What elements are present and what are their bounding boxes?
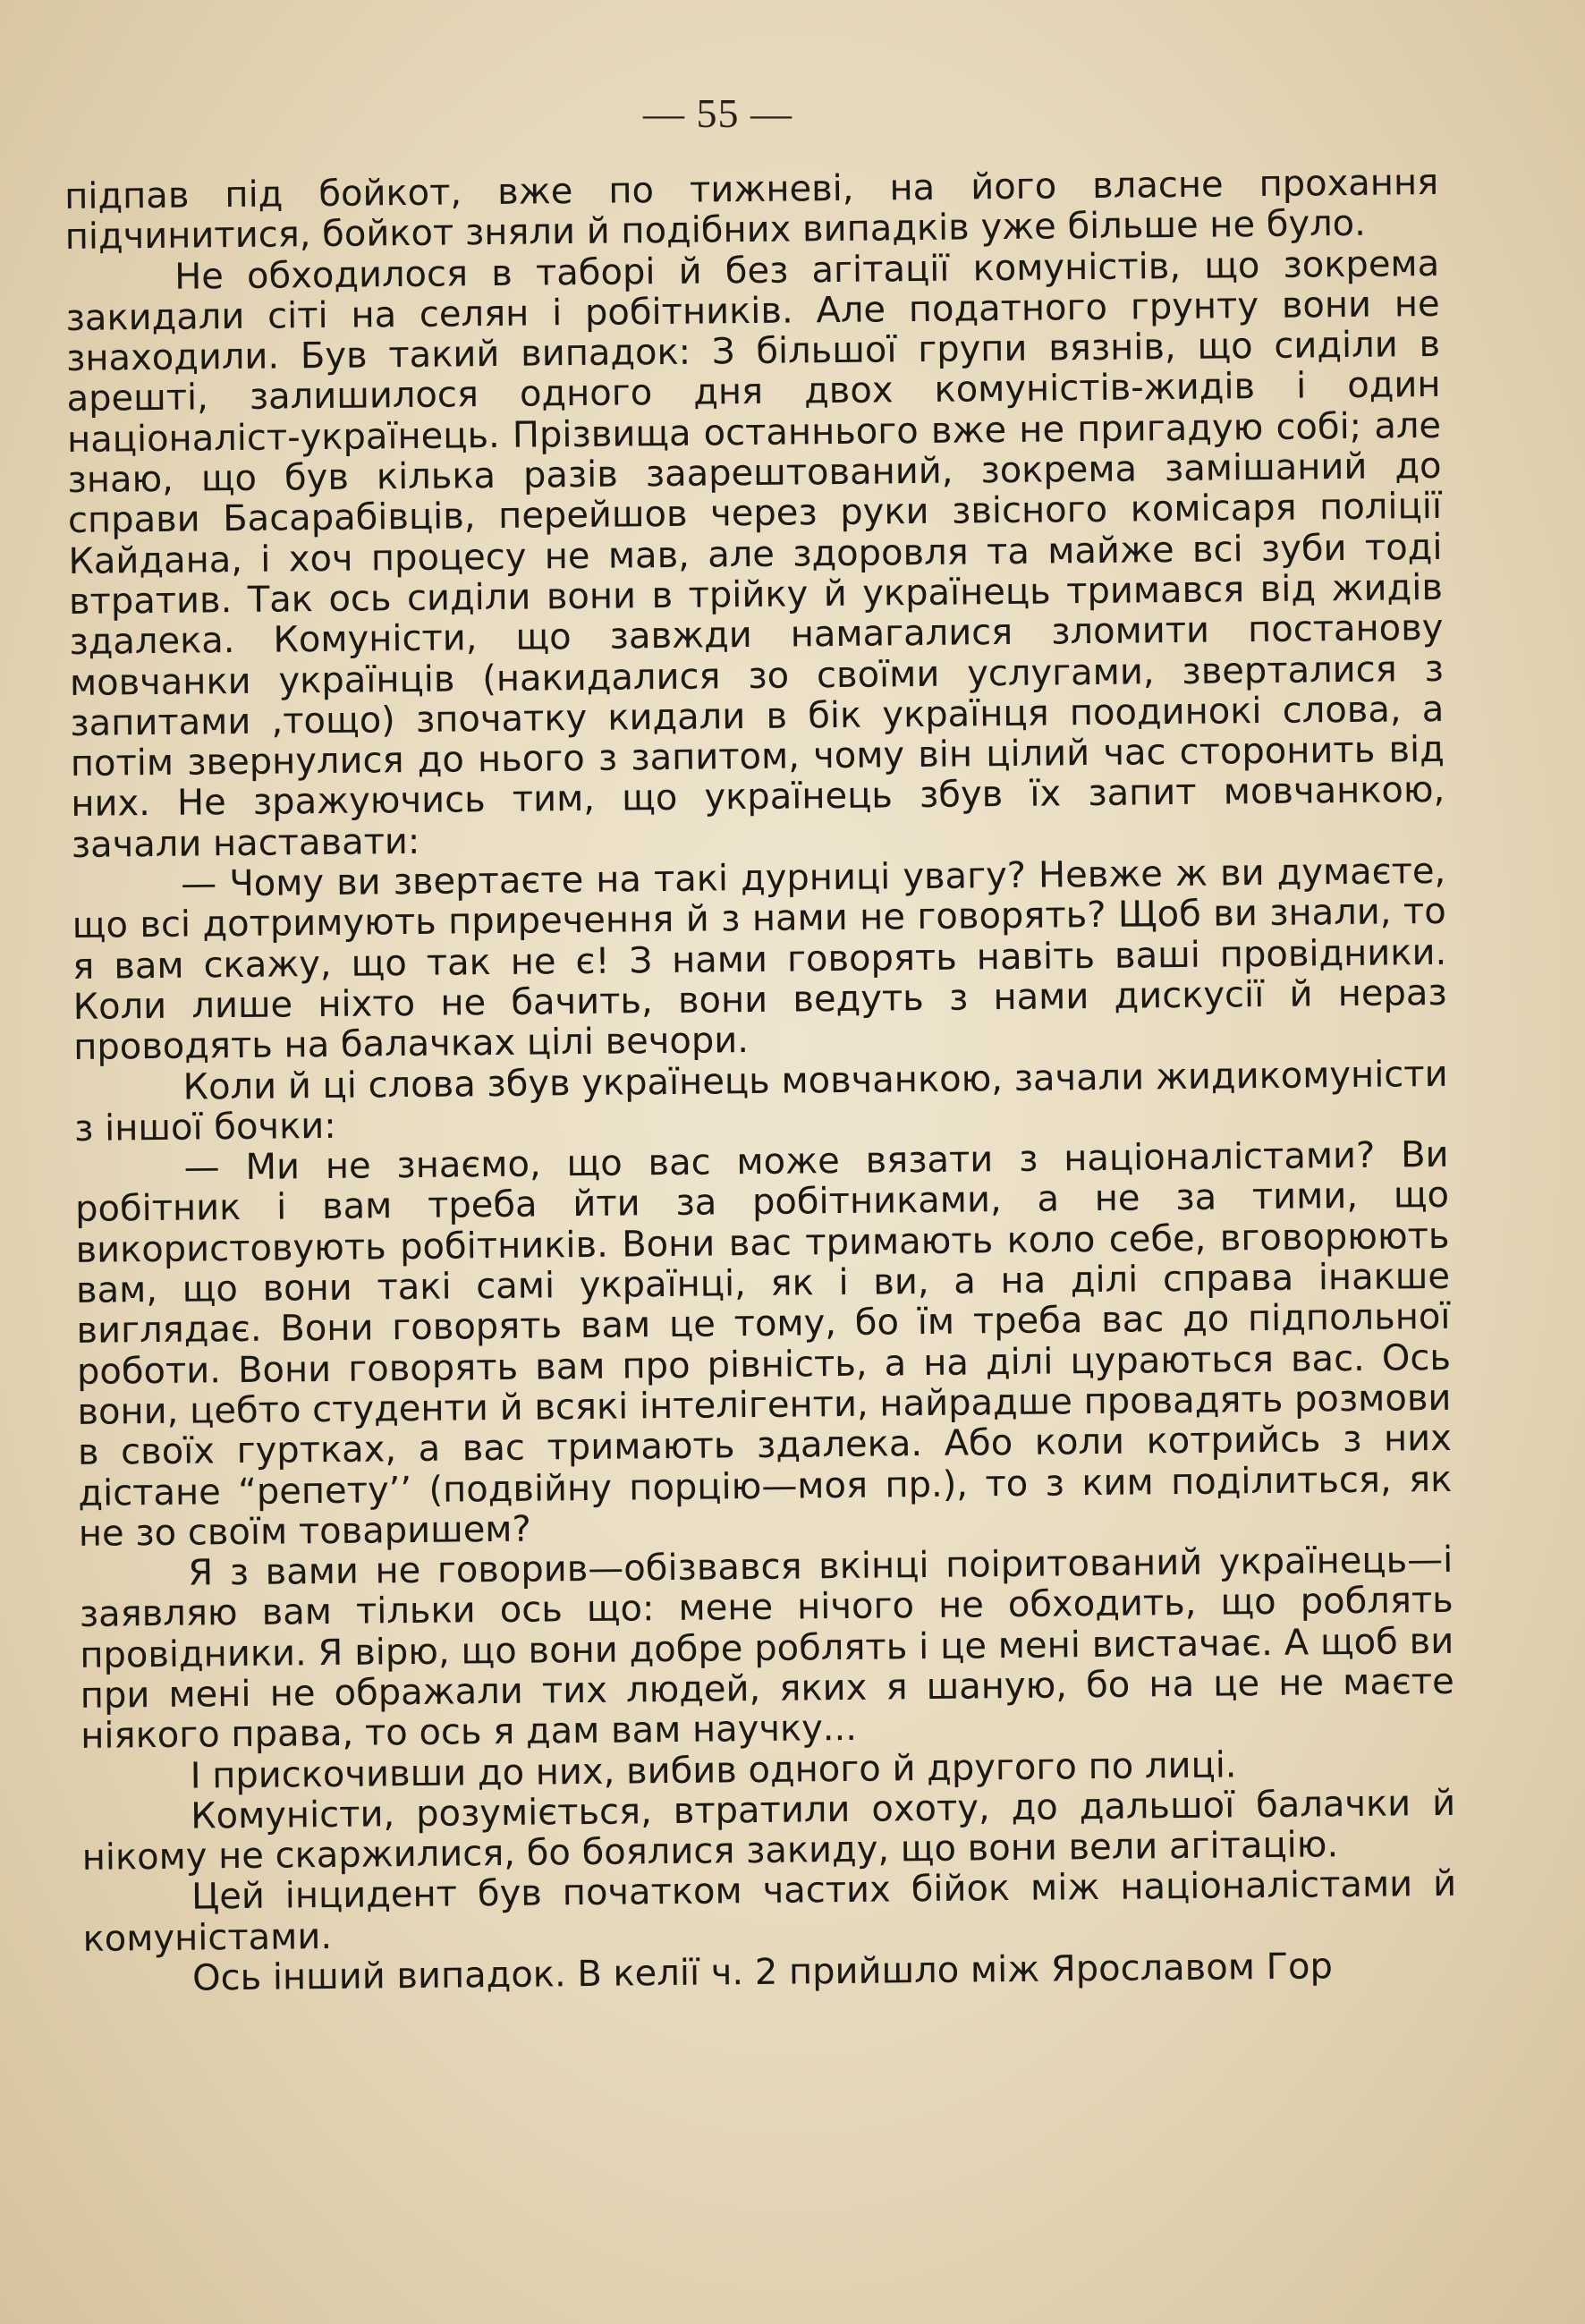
- body-text: [64, 163, 1457, 2000]
- paragraph: Я з вами не говорив—обізвався вкінці поіритований українець—і заявляю вам тільки ось що: мене нічого не обходить, що роблять провідники. Я вірю, що вони добре роблять і це мені вистачає. А щоб ви при мені не ображали тих людей, яких я шаную, бо на це не маєте ніякого права, то ось я дам вам научку...: [79, 1539, 1454, 1758]
- paragraph: Не обходилося в таборі й без агітації комуністів, що зокрема закидали сіті на селян і робітників. Але податного грунту вони не знаходили. Був такий випадок: З більшої групи вязнів, що сиділи в арешті, залишилося одного дня двох комуністів-жидів і один націоналіст-українець. Прізвища останнього вже не пригадую собі; але знаю, що був кілька разів заарештований, зокрема замішаний до справи Басарабівців, перейшов через руки звісного комісаря поліції Кайдана, і хоч процесу не мав, але здоровля та майже всі зуби тоді втратив. Так ось сиділи вони в трійку й українець тримався від жидів здалека. Комуністи, що завжди намагалися зломити постанову мовчанки українців (накидалися зо своїми услугами, зверталися з запитами ,тощо) зпочатку кидали в бік українця поодинокі слова, а потім звернулися до нього з запитом, чому він цілий час сторонить від них. Не зражуючись тим, що українець збув їх запит мовчанкою, зачали наставати:: [65, 242, 1445, 866]
- dialogue-paragraph: — Ми не знаємо, що вас може вязати з націоналістами? Ви робітник і вам треба йти за робітниками, а не за тими, що використовують робітників. Вони вас тримають коло себе, вговорюють вам, що вони такі самі українці, як і ви, а на ділі справа інакше виглядає. Вони говорять вам це тому, бо їм треба вас до підпольної роботи. Вони говорять вам про рівність, а на ділі цураються вас. Ось вони, цебто студенти й всякі інтелігенти, найрадше провадять розмови в своїх гуртках, а вас тримають здалека. Або коли котрийсь з них дістане “репету’’ (подвійну порцію—моя пр.), то з ким поділиться, як не зо своїм товаришем?: [74, 1133, 1453, 1555]
- page-number: — 55 —: [643, 90, 792, 136]
- paragraph: Комуністи, розуміється, втратили охоту, до дальшої балачки й нікому не скаржилися, бо боялися закиду, що вони вели агітацію.: [81, 1782, 1456, 1879]
- paragraph-continuation: підпав під бойкот, вже по тижневі, на його власне прохання підчинитися, бойкот зняли й подібних випадків уже більше не було.: [64, 161, 1439, 259]
- paragraph: Цей інцидент був початком частих бійок між націоналістами й комуністами.: [82, 1863, 1457, 1960]
- paragraph: І прискочивши до них, вибив одного й другого по лиці.: [190, 1743, 1237, 1797]
- paragraph-last: Ось інший випадок. В келії ч. 2 прийшло між Ярославом Гор: [191, 1946, 1334, 1999]
- dialogue-paragraph: — Чому ви звертаєте на такі дурниці увагу? Невже ж ви думаєте, що всі дотримують приречення й з нами не говорять? Щоб ви знали, то я вам скажу, що так не є! З нами говорять навіть ваші провідники. Коли лише ніхто не бачить, вони ведуть з нами дискусії й нераз проводять на балачках цілі вечори.: [72, 850, 1447, 1069]
- paragraph: Коли й ці слова збув українець мовчанкою, зачали жидикомуністи з іншої бочки:: [73, 1053, 1448, 1149]
